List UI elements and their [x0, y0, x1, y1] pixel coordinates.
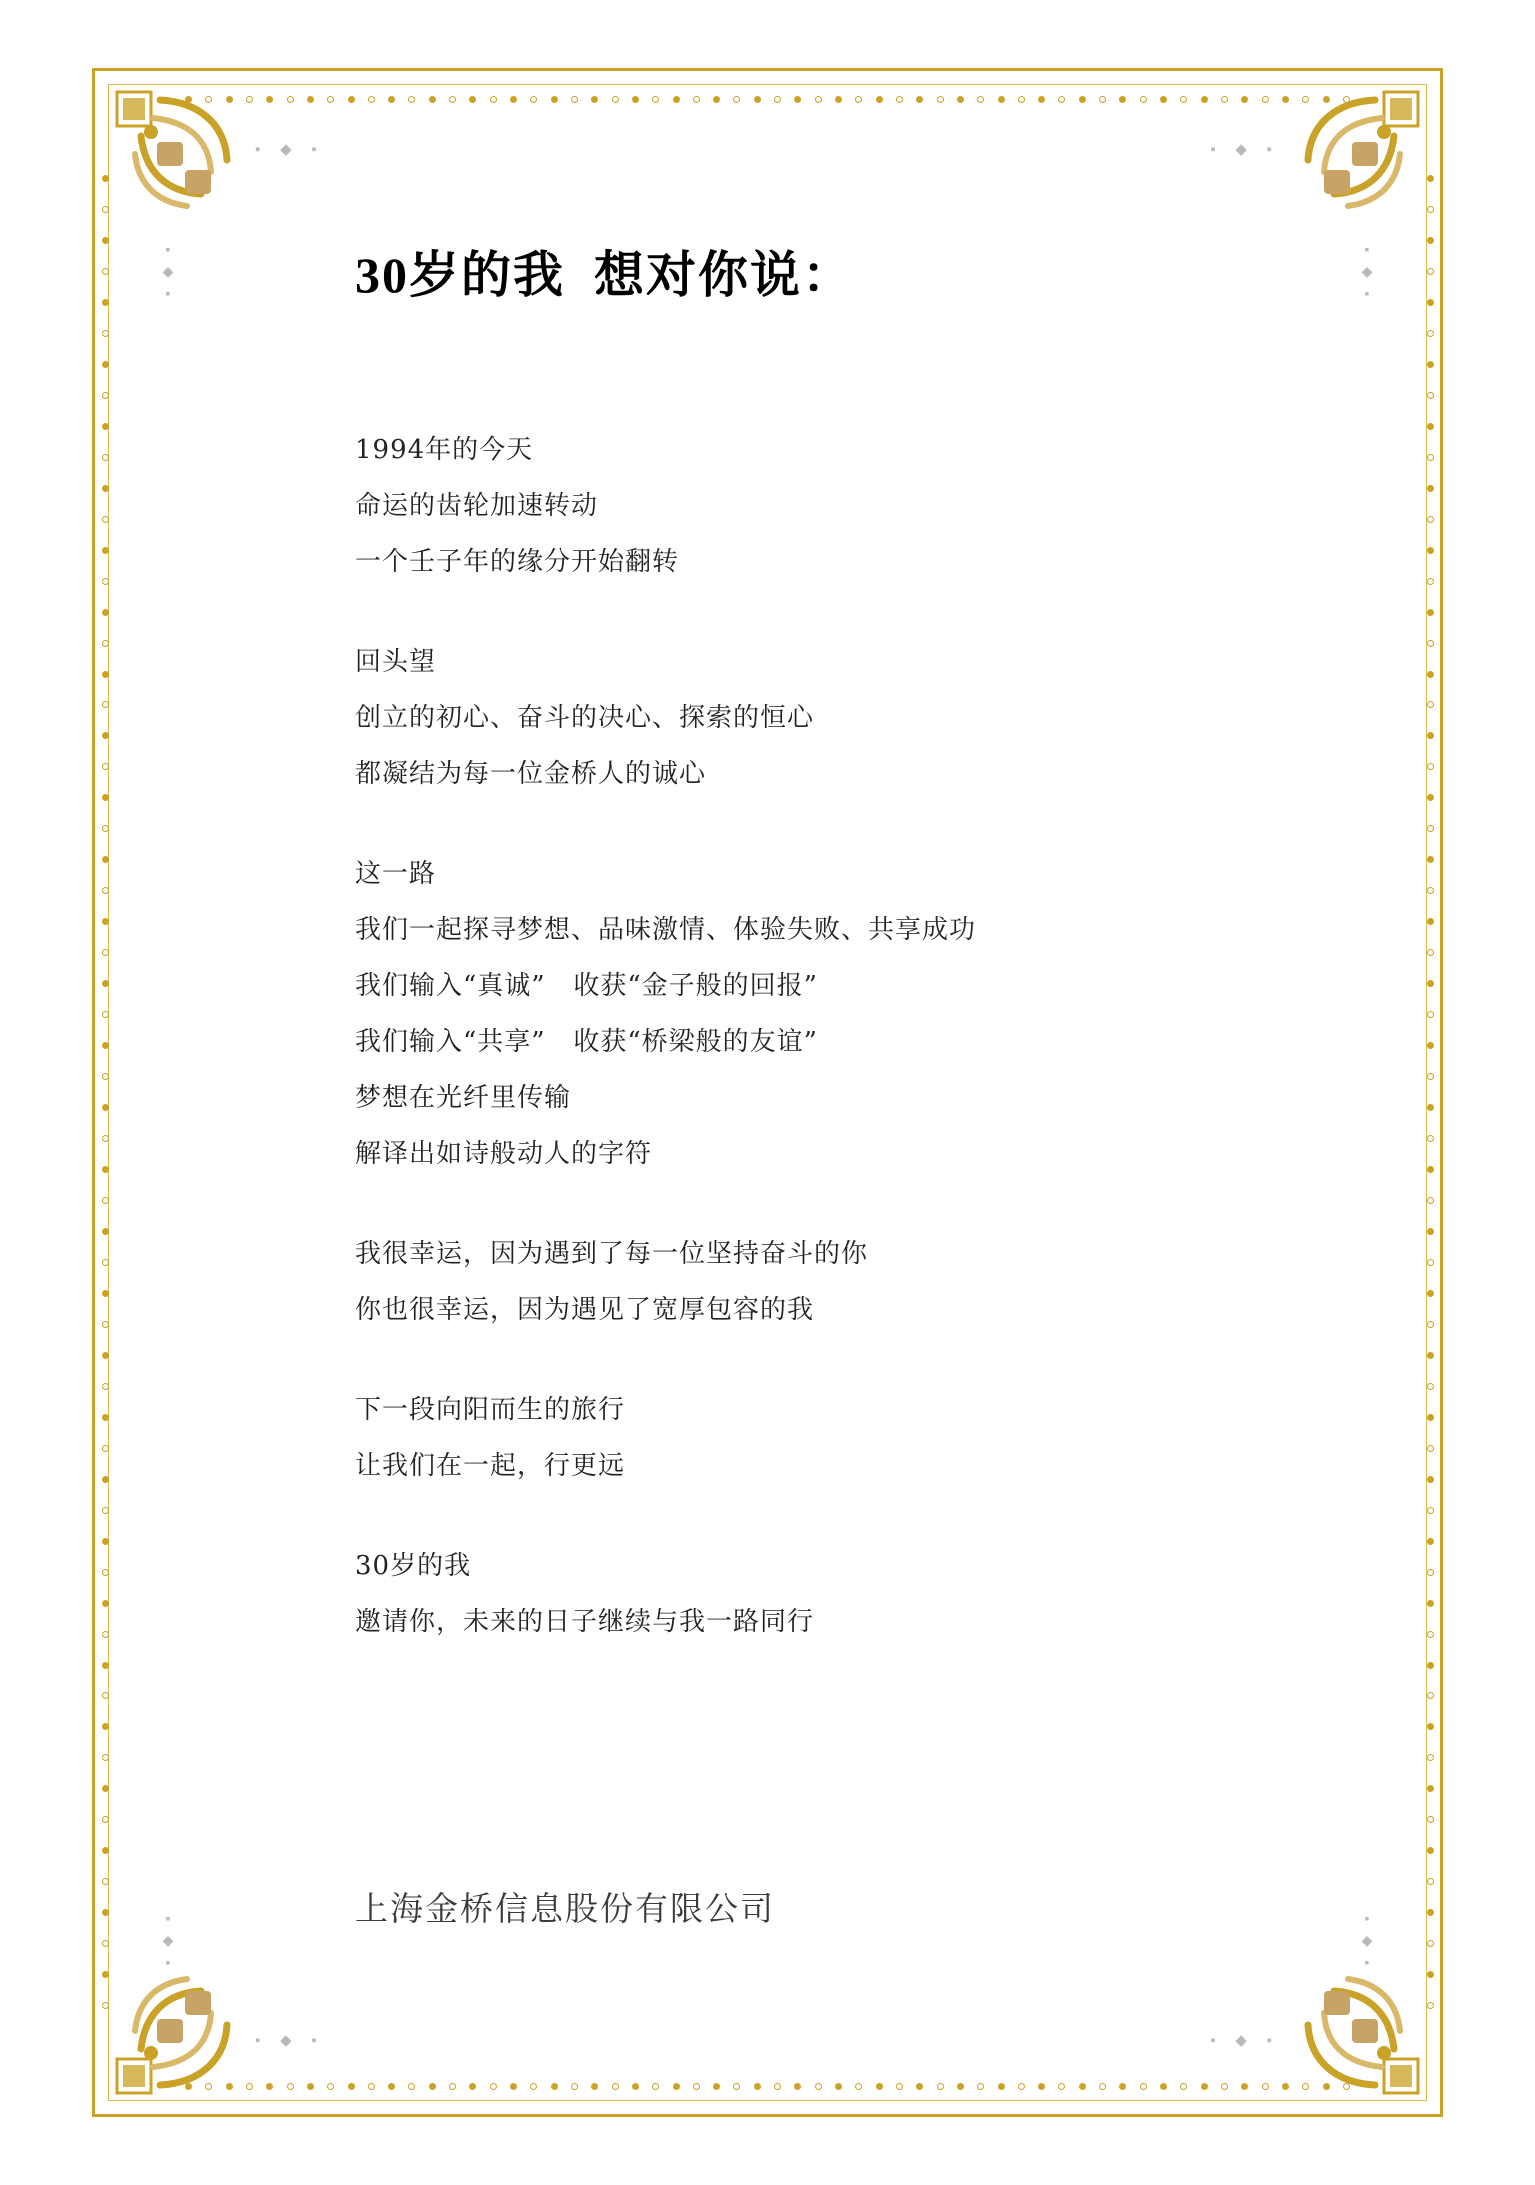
border-dot	[102, 980, 109, 987]
border-dot	[733, 96, 740, 103]
border-dot	[754, 96, 761, 103]
border-dot	[102, 1662, 109, 1669]
poem-stanza	[355, 1382, 1335, 1494]
border-dot	[102, 361, 109, 368]
border-dot	[102, 423, 109, 430]
border-dot	[1427, 1754, 1434, 1761]
border-dot	[1427, 1011, 1434, 1018]
border-dot	[102, 825, 109, 832]
border-dot	[1427, 1073, 1434, 1080]
border-dot	[490, 2083, 497, 2090]
border-dot	[1427, 701, 1434, 708]
border-dot	[957, 2083, 964, 2090]
poem-line: 我们一起探寻梦想、品味激情、体验失败、共享成功	[355, 915, 977, 945]
border-dot	[102, 918, 109, 925]
poem-line: 我很幸运，因为遇到了每一位坚持奋斗的你	[355, 1239, 869, 1269]
border-dot	[551, 96, 558, 103]
border-dot	[102, 1600, 109, 1607]
border-dot	[102, 1940, 109, 1947]
poem-line: 回头望	[355, 647, 437, 677]
poem-line: 命运的齿轮加速转动	[355, 491, 599, 521]
border-dot	[998, 2083, 1005, 2090]
corner-flourish-icon	[105, 80, 255, 230]
border-dot	[102, 887, 109, 894]
border-dot	[510, 96, 517, 103]
border-dot	[571, 96, 578, 103]
border-dot	[1427, 1042, 1434, 1049]
border-dot	[449, 96, 456, 103]
border-dot	[102, 1476, 109, 1483]
border-dot	[693, 96, 700, 103]
border-dot	[551, 2083, 558, 2090]
poem-text	[355, 422, 1335, 1650]
sparkle-ornament-icon: ▪ ◆ ▪	[1361, 1912, 1373, 1971]
border-dot	[348, 2083, 355, 2090]
border-dot	[1201, 96, 1208, 103]
border-dot	[774, 2083, 781, 2090]
sparkle-ornament-icon: ▪ ◆ ▪	[255, 2033, 325, 2049]
border-dot	[348, 96, 355, 103]
border-dot	[368, 96, 375, 103]
border-dot	[612, 2083, 619, 2090]
sparkle-ornament-icon: ▪ ◆ ▪	[255, 142, 325, 158]
border-dot	[1427, 1414, 1434, 1421]
border-dot	[1018, 2083, 1025, 2090]
border-dot	[673, 2083, 680, 2090]
poem-line: 梦想在光纤里传输	[355, 1083, 572, 1113]
border-dot	[102, 1197, 109, 1204]
border-dot	[102, 794, 109, 801]
poem-line: 都凝结为每一位金桥人的诚心	[355, 759, 707, 789]
sparkle-ornament-icon: ▪ ◆ ▪	[162, 1912, 174, 1971]
border-dot	[1427, 918, 1434, 925]
border-dot	[1427, 763, 1434, 770]
border-dot	[1058, 2083, 1065, 2090]
border-dot	[408, 2083, 415, 2090]
border-dot	[102, 1816, 109, 1823]
border-dot	[102, 671, 109, 678]
border-dot	[102, 1692, 109, 1699]
border-dot	[1427, 640, 1434, 647]
border-dot	[1099, 2083, 1106, 2090]
border-dot	[855, 96, 862, 103]
dotted-band-right	[1423, 175, 1437, 2010]
dotted-band-top	[185, 92, 1350, 106]
border-dot	[835, 96, 842, 103]
border-dot	[571, 2083, 578, 2090]
border-dot	[1427, 1940, 1434, 1947]
border-dot	[1058, 96, 1065, 103]
border-dot	[1427, 1631, 1434, 1638]
border-dot	[327, 96, 334, 103]
border-dot	[713, 96, 720, 103]
border-dot	[1427, 268, 1434, 275]
border-dot	[937, 96, 944, 103]
border-dot	[388, 96, 395, 103]
poem-line: 30岁的我	[355, 1551, 472, 1581]
border-dot	[1427, 1909, 1434, 1916]
border-dot	[102, 330, 109, 337]
company-signature: 上海金桥信息股份有限公司	[355, 1889, 775, 1928]
border-dot	[102, 578, 109, 585]
border-dot	[1099, 96, 1106, 103]
border-dot	[1427, 1600, 1434, 1607]
border-dot	[1427, 330, 1434, 337]
poem-stanza	[355, 846, 1335, 1182]
poem-line: 1994年的今天	[355, 435, 534, 465]
border-dot	[1427, 237, 1434, 244]
border-dot	[1221, 96, 1228, 103]
border-dot	[102, 1383, 109, 1390]
border-dot	[1427, 392, 1434, 399]
border-dot	[1427, 794, 1434, 801]
border-dot	[1427, 1816, 1434, 1823]
border-dot	[876, 96, 883, 103]
border-dot	[388, 2083, 395, 2090]
border-dot	[1079, 96, 1086, 103]
border-dot	[102, 268, 109, 275]
poem-line: 创立的初心、奋斗的决心、探索的恒心	[355, 703, 815, 733]
border-dot	[102, 1847, 109, 1854]
border-dot	[102, 1011, 109, 1018]
poem-line: 一个壬子年的缘分开始翻转	[355, 547, 680, 577]
border-dot	[102, 299, 109, 306]
border-dot	[1119, 2083, 1126, 2090]
border-dot	[1140, 96, 1147, 103]
border-dot	[1427, 732, 1434, 739]
border-dot	[1427, 1785, 1434, 1792]
border-dot	[102, 1909, 109, 1916]
border-dot	[1180, 2083, 1187, 2090]
border-dot	[327, 2083, 334, 2090]
border-dot	[1427, 949, 1434, 956]
border-dot	[510, 2083, 517, 2090]
page-title: 30岁的我 想对你说：	[355, 247, 854, 303]
sparkle-ornament-icon: ▪ ◆ ▪	[162, 243, 174, 302]
sparkle-ornament-icon: ▪ ◆ ▪	[1210, 142, 1280, 158]
border-dot	[1427, 825, 1434, 832]
border-dot	[1427, 1383, 1434, 1390]
border-dot	[998, 96, 1005, 103]
border-dot	[1427, 1259, 1434, 1266]
border-dot	[1427, 516, 1434, 523]
border-dot	[102, 1166, 109, 1173]
border-dot	[102, 640, 109, 647]
border-dot	[957, 96, 964, 103]
border-dot	[977, 96, 984, 103]
poem-line: 让我们在一起，行更远	[355, 1451, 626, 1481]
border-dot	[1427, 671, 1434, 678]
border-dot	[591, 96, 598, 103]
border-dot	[916, 96, 923, 103]
border-dot	[1427, 1445, 1434, 1452]
sparkle-ornament-icon: ▪ ◆ ▪	[1361, 243, 1373, 302]
border-dot	[530, 96, 537, 103]
poem-line: 这一路	[355, 859, 437, 889]
corner-flourish-icon	[105, 1955, 255, 2105]
border-dot	[1038, 96, 1045, 103]
border-dot	[102, 516, 109, 523]
border-dot	[977, 2083, 984, 2090]
border-dot	[102, 1754, 109, 1761]
border-dot	[1262, 2083, 1269, 2090]
border-dot	[1427, 1723, 1434, 1730]
border-dot	[1427, 856, 1434, 863]
border-dot	[530, 2083, 537, 2090]
border-dot	[368, 2083, 375, 2090]
border-dot	[1427, 1197, 1434, 1204]
dotted-band-bottom	[185, 2079, 1350, 2093]
border-dot	[1140, 2083, 1147, 2090]
border-dot	[102, 547, 109, 554]
border-dot	[449, 2083, 456, 2090]
border-dot	[1038, 2083, 1045, 2090]
border-dot	[102, 1073, 109, 1080]
border-dot	[102, 856, 109, 863]
border-dot	[1160, 2083, 1167, 2090]
border-dot	[1427, 980, 1434, 987]
border-dot	[1427, 578, 1434, 585]
border-dot	[102, 1228, 109, 1235]
border-dot	[673, 96, 680, 103]
document-body	[355, 235, 1335, 1694]
border-dot	[490, 96, 497, 103]
border-dot	[1427, 609, 1434, 616]
poem-stanza	[355, 1538, 1335, 1650]
border-dot	[1079, 2083, 1086, 2090]
sparkle-ornament-icon: ▪ ◆ ▪	[1210, 2033, 1280, 2049]
border-dot	[102, 1042, 109, 1049]
border-dot	[1427, 547, 1434, 554]
border-dot	[1427, 1228, 1434, 1235]
border-dot	[591, 2083, 598, 2090]
border-dot	[1427, 1538, 1434, 1545]
border-dot	[1427, 1166, 1434, 1173]
border-dot	[896, 2083, 903, 2090]
border-dot	[1427, 887, 1434, 894]
border-dot	[1427, 1847, 1434, 1854]
border-dot	[102, 763, 109, 770]
poem-stanza	[355, 422, 1335, 590]
corner-flourish-icon	[1280, 80, 1430, 230]
poem-line: 下一段向阳而生的旅行	[355, 1395, 626, 1425]
border-dot	[1160, 96, 1167, 103]
border-dot	[307, 2083, 314, 2090]
border-dot	[652, 96, 659, 103]
border-dot	[855, 2083, 862, 2090]
border-dot	[1427, 1878, 1434, 1885]
border-dot	[102, 237, 109, 244]
border-dot	[1427, 1352, 1434, 1359]
border-dot	[1427, 1569, 1434, 1576]
poem-line: 我们输入“真诚” 收获“金子般的回报”	[355, 971, 818, 1001]
border-dot	[794, 2083, 801, 2090]
border-dot	[1180, 96, 1187, 103]
border-dot	[1427, 1104, 1434, 1111]
border-dot	[1262, 96, 1269, 103]
border-dot	[429, 96, 436, 103]
border-dot	[1427, 454, 1434, 461]
border-dot	[102, 949, 109, 956]
border-dot	[266, 96, 273, 103]
border-dot	[815, 2083, 822, 2090]
dotted-band-left	[98, 175, 112, 2010]
border-dot	[102, 1290, 109, 1297]
border-dot	[287, 2083, 294, 2090]
border-dot	[1119, 96, 1126, 103]
border-dot	[1221, 2083, 1228, 2090]
border-dot	[102, 1785, 109, 1792]
border-dot	[102, 1507, 109, 1514]
border-dot	[876, 2083, 883, 2090]
border-dot	[794, 96, 801, 103]
border-dot	[1241, 96, 1248, 103]
border-dot	[102, 485, 109, 492]
border-dot	[632, 96, 639, 103]
border-dot	[102, 1414, 109, 1421]
border-dot	[713, 2083, 720, 2090]
border-dot	[102, 609, 109, 616]
border-dot	[612, 96, 619, 103]
border-dot	[1201, 2083, 1208, 2090]
border-dot	[1427, 1135, 1434, 1142]
border-dot	[1427, 299, 1434, 306]
border-dot	[1241, 2083, 1248, 2090]
border-dot	[815, 96, 822, 103]
border-dot	[1427, 1662, 1434, 1669]
poem-stanza	[355, 1226, 1335, 1338]
poem-stanza	[355, 634, 1335, 802]
border-dot	[632, 2083, 639, 2090]
poem-line: 解译出如诗般动人的字符	[355, 1139, 653, 1169]
border-dot	[937, 2083, 944, 2090]
poem-line: 我们输入“共享” 收获“桥梁般的友谊”	[355, 1027, 818, 1057]
border-dot	[102, 1631, 109, 1638]
border-dot	[774, 96, 781, 103]
border-dot	[754, 2083, 761, 2090]
border-dot	[102, 1445, 109, 1452]
border-dot	[835, 2083, 842, 2090]
border-dot	[1427, 1507, 1434, 1514]
border-dot	[469, 96, 476, 103]
border-dot	[102, 701, 109, 708]
border-dot	[1427, 1321, 1434, 1328]
border-dot	[102, 1135, 109, 1142]
border-dot	[733, 2083, 740, 2090]
border-dot	[1427, 423, 1434, 430]
border-dot	[1427, 1290, 1434, 1297]
border-dot	[916, 2083, 923, 2090]
border-dot	[102, 1321, 109, 1328]
border-dot	[652, 2083, 659, 2090]
border-dot	[1427, 1476, 1434, 1483]
poem-line: 邀请你，未来的日子继续与我一路同行	[355, 1607, 815, 1637]
border-dot	[408, 96, 415, 103]
border-dot	[102, 454, 109, 461]
border-dot	[102, 1569, 109, 1576]
border-dot	[102, 1538, 109, 1545]
border-dot	[102, 732, 109, 739]
border-dot	[693, 2083, 700, 2090]
border-dot	[102, 1259, 109, 1266]
border-dot	[102, 1878, 109, 1885]
border-dot	[102, 392, 109, 399]
border-dot	[1427, 485, 1434, 492]
border-dot	[469, 2083, 476, 2090]
border-dot	[102, 1104, 109, 1111]
poem-line: 你也很幸运，因为遇见了宽厚包容的我	[355, 1295, 815, 1325]
border-dot	[429, 2083, 436, 2090]
border-dot	[287, 96, 294, 103]
corner-flourish-icon	[1280, 1955, 1430, 2105]
border-dot	[266, 2083, 273, 2090]
border-dot	[307, 96, 314, 103]
border-dot	[1018, 96, 1025, 103]
border-dot	[102, 1723, 109, 1730]
border-dot	[1427, 361, 1434, 368]
border-dot	[102, 1352, 109, 1359]
border-dot	[896, 96, 903, 103]
border-dot	[1427, 1692, 1434, 1699]
